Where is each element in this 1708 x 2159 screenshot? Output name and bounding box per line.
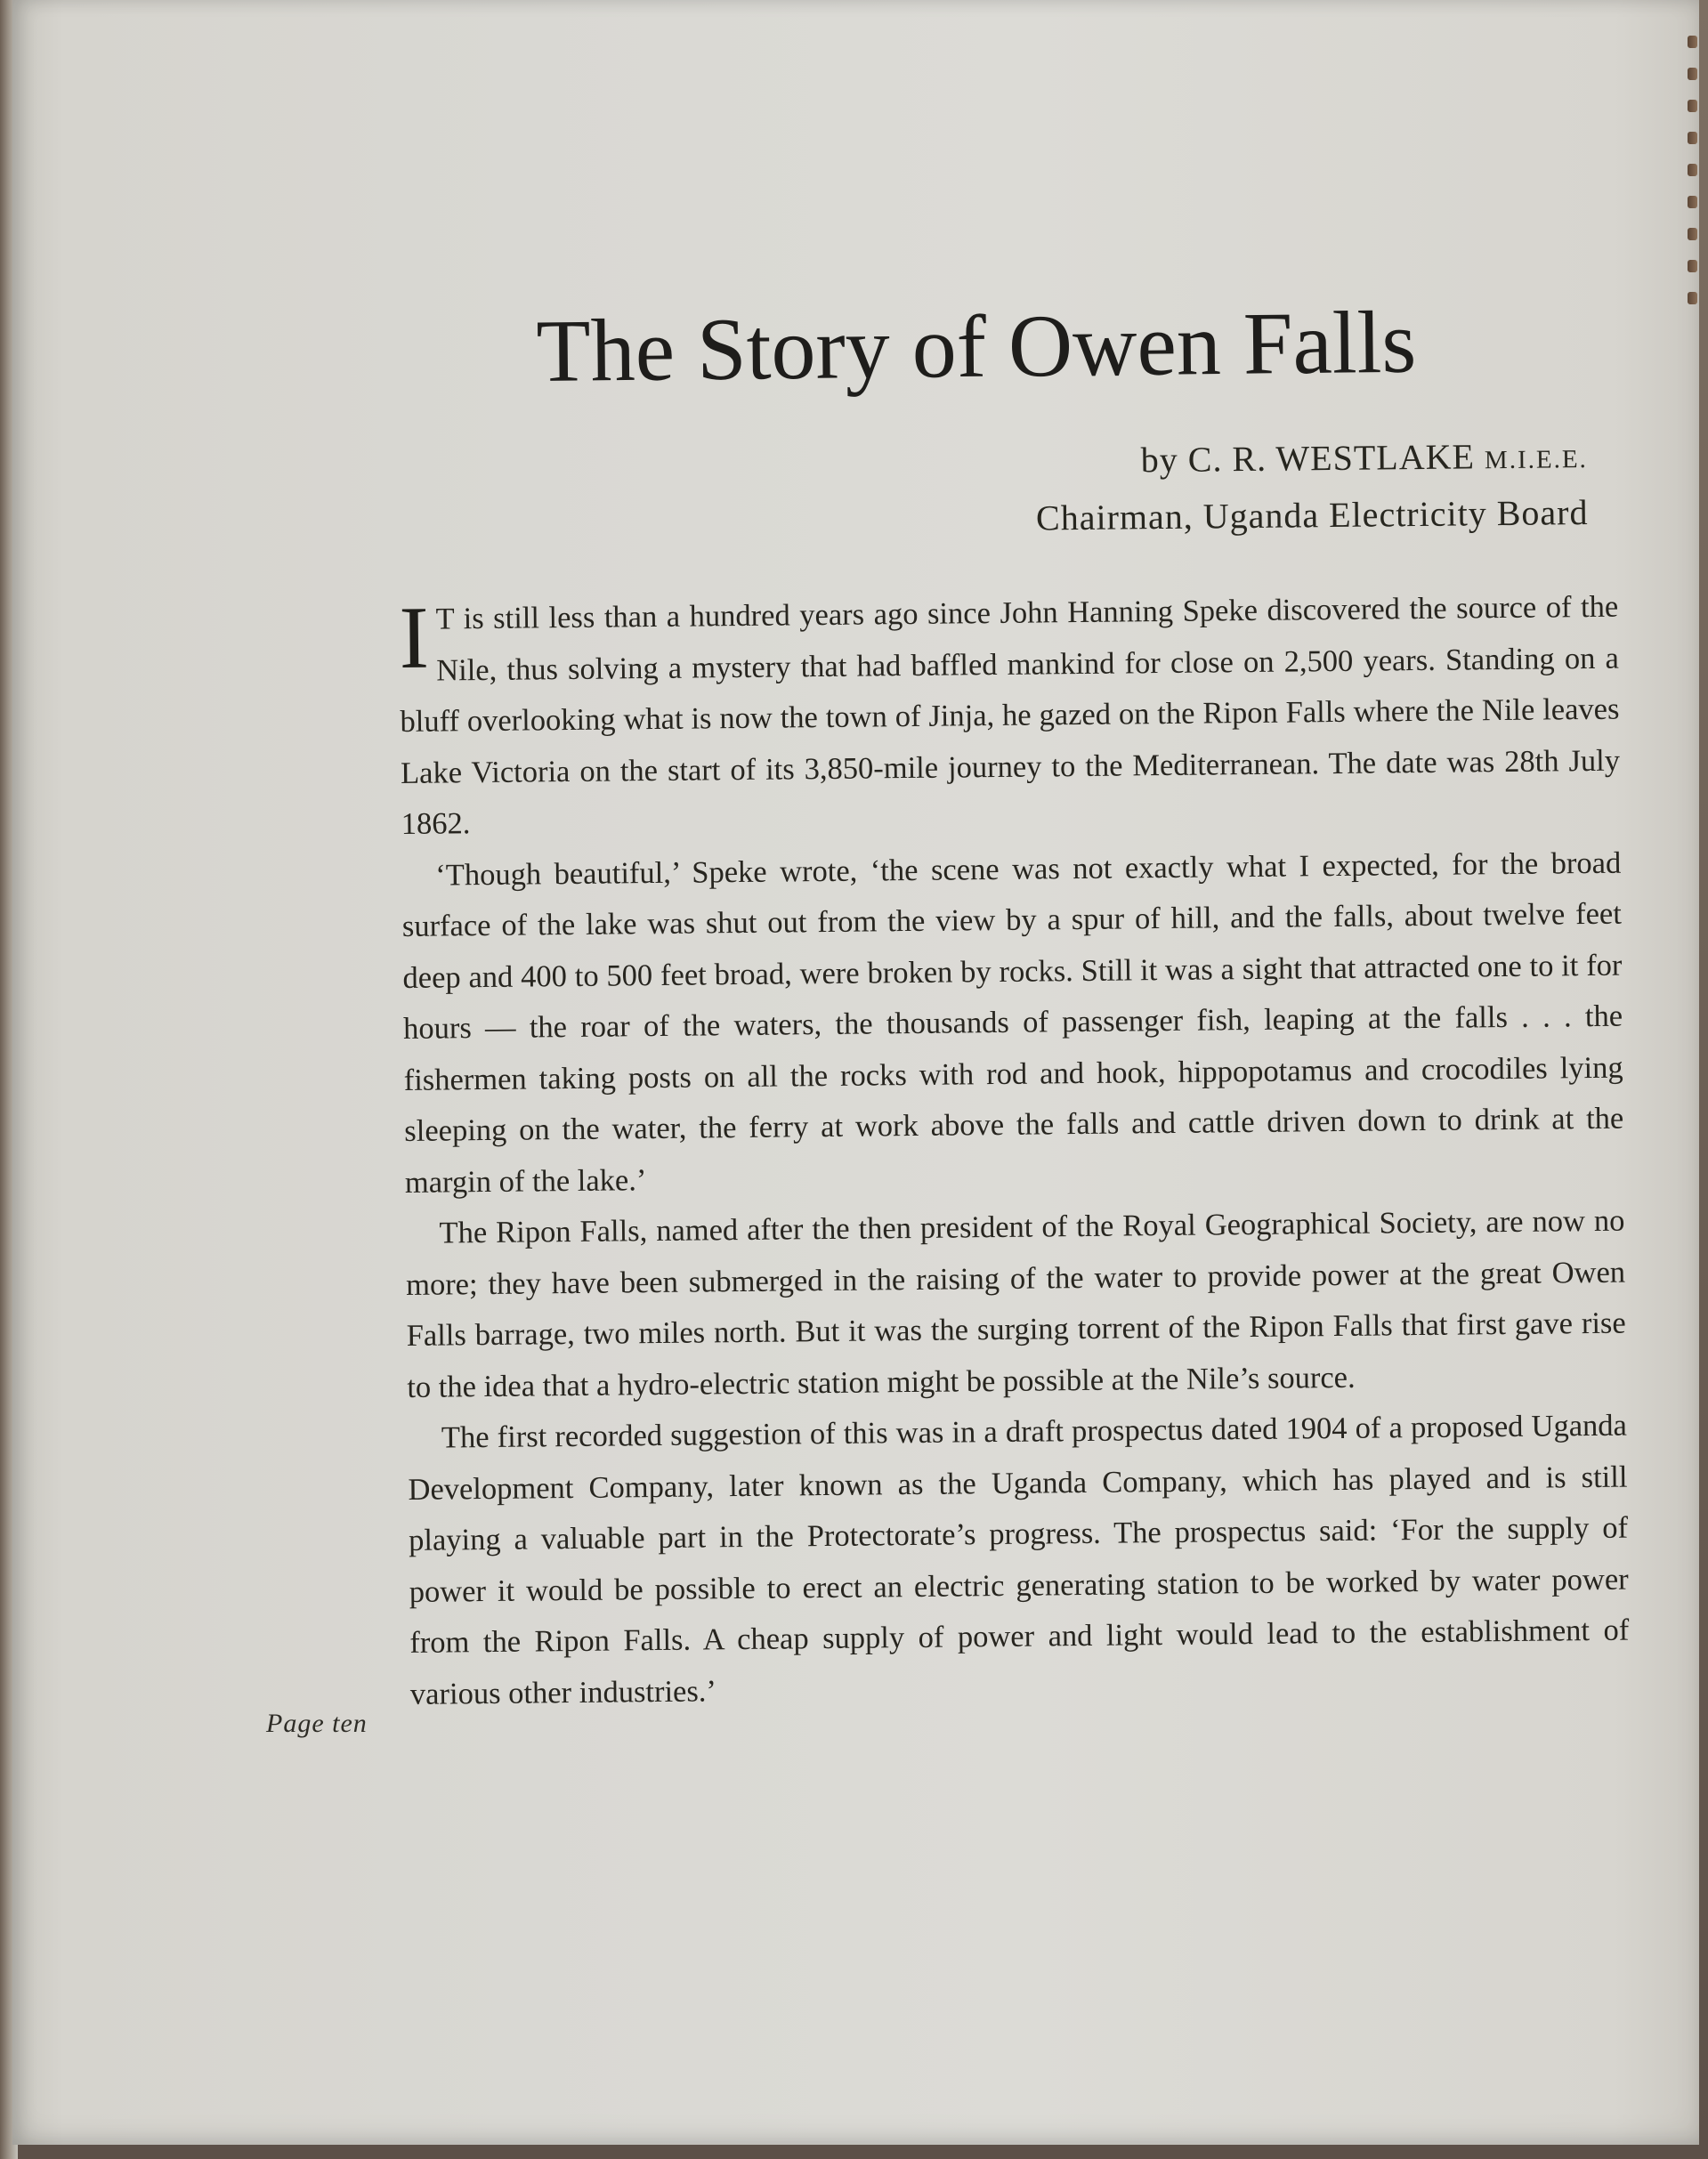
author-line	[1035, 429, 1588, 491]
spiral-binding	[1685, 27, 1699, 329]
byline	[1035, 429, 1589, 545]
author-name: by C. R. WESTLAKE	[1140, 436, 1475, 481]
book-page	[12, 0, 1699, 2145]
paragraph-2: ‘Though beautiful,’ Speke wrote, ‘the scene was not exactly what I expected, for the broad surface of the lake was shut out from the view by a spur of hill, and the falls, about twelve feet deep and 400 to 500 feet broad, were broken by rocks. Still it was a sight that attracted one to it for hours — the roar of the waters, the thousands of passenger fish, leaping at the falls . . . the fishermen taking posts on all the rocks with rod and hook, hippopotamus and crocodiles lying sleeping on the water, the ferry at work above the falls and cattle driven down to drink at the margin of the lake.’	[401, 845, 1624, 1200]
paragraph-1-text: T is still less than a hundred years ago since John Hanning Speke discovered the source of the Nile, thus solving a mystery that had baffled mankind for close on 2,500 years. Standing on a bluff overlooking what is now the town of Jinja, he gazed on the Ripon Falls where the Nile leaves Lake Victoria on the start of its 3,850-mile journey to the Mediterranean. The date was 28th July 1862.	[400, 589, 1621, 841]
author-honours: M.I.E.E.	[1484, 444, 1588, 475]
article-body	[399, 582, 1630, 1720]
paragraph-4: The first recorded suggestion of this was in a draft prospectus dated 1904 of a proposed Uganda Development Company, later known as the Uganda Company, which has played and is still playing a valuable part in the Protectorate’s progress. The prospectus said: ‘For the supply of power it would be possible to erect an electric generating station to be worked by water power from the Ripon Falls. A cheap supply of power and light would lead to the establishment of various other industries.’	[408, 1408, 1630, 1711]
article-title: The Story of Owen Falls	[535, 292, 1417, 400]
paragraph-1	[399, 582, 1621, 851]
author-position: Chairman, Uganda Electricity Board	[1035, 491, 1589, 538]
paragraph-3: The Ripon Falls, named after the then president of the Royal Geographical Society, are now no more; they have been submerged in the raising of the water to provide power at the great Owen Falls barrage, two miles north. But it was the surging torrent of the Ripon Falls that first gave rise to the idea that a hydro-electric station might be possible at the Nile’s source.	[405, 1203, 1626, 1404]
drop-cap: I	[398, 587, 430, 687]
page-number-label: Page ten	[266, 1709, 368, 1738]
